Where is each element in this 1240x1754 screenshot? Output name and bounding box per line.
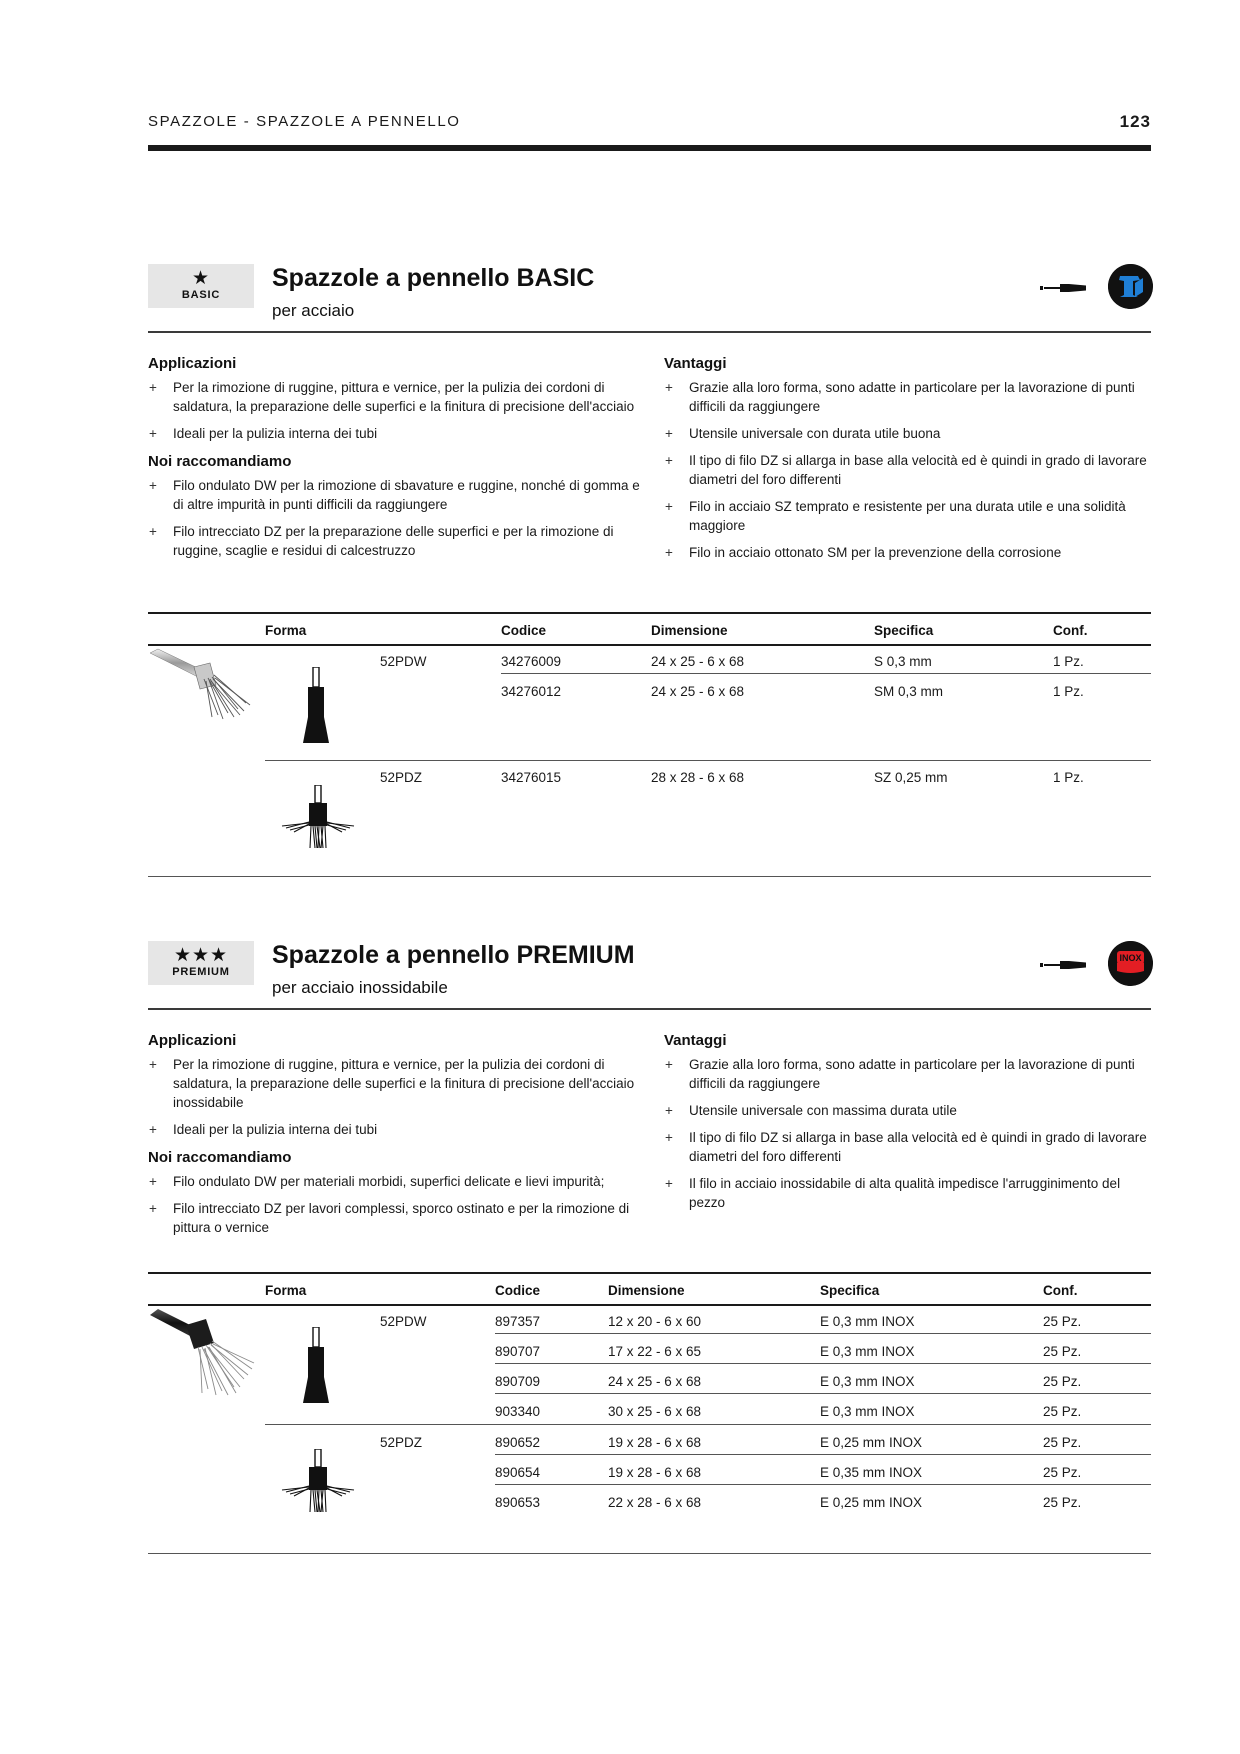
list-item: + Ideali per la pulizia interna dei tubi <box>149 426 378 441</box>
list-item: + Filo intrecciato DZ per la preparazione delle superfici e per la rimozione di ruggine, scaglie e residui di calcestruzzo <box>149 524 614 558</box>
star-icon: ★★★ <box>173 945 229 966</box>
list-item: + Utensile universale con durata utile buona <box>665 426 941 441</box>
vantaggi-column <box>664 355 1152 570</box>
cell-conf: 1 Pz. <box>1053 770 1084 785</box>
cell-codice: 34276009 <box>501 654 562 669</box>
brush-shape-dz-icon <box>280 785 360 855</box>
raccomandiamo-heading: Noi raccomandiamo <box>148 453 292 470</box>
cell-dimensione: 19 x 28 - 6 x 68 <box>608 1435 702 1450</box>
badge-label: PREMIUM <box>172 966 230 978</box>
list-item: + Il filo in acciaio inossidabile di alta qualità impedisce l'arrugginimento del pezzo <box>665 1176 1121 1210</box>
badge-label: BASIC <box>181 289 221 301</box>
applicazioni-column <box>148 355 648 568</box>
applicazioni-column <box>148 1032 648 1245</box>
brush-photo <box>148 645 258 725</box>
list-item: + Filo in acciaio ottonato SM per la prevenzione della corrosione <box>665 545 1062 560</box>
col-header-codice: Codice <box>495 1283 541 1298</box>
cell-specifica: SM 0,3 mm <box>874 684 944 699</box>
vantaggi-heading: Vantaggi <box>664 1032 727 1049</box>
cell-dimensione: 12 x 20 - 6 x 60 <box>608 1314 702 1329</box>
section-divider <box>148 331 1151 333</box>
type-label: 52PDW <box>380 654 427 669</box>
list-item: + Per la rimozione di ruggine, pittura e vernice, per la pulizia dei cordoni di saldatura, la preparazione delle superfici e la finitura di precisione dell'acciaio <box>149 380 635 414</box>
star-icon: ★ <box>191 268 211 289</box>
basic-badge <box>148 264 254 308</box>
col-header-forma: Forma <box>265 1283 307 1298</box>
page-number: 123 <box>1119 112 1151 131</box>
col-header-conf: Conf. <box>1053 623 1088 638</box>
table-header-rule <box>148 644 1151 646</box>
cell-conf: 25 Pz. <box>1043 1314 1082 1329</box>
list-item: + Filo ondulato DW per materiali morbidi, superfici delicate e lievi impurità; <box>149 1174 605 1189</box>
header-divider <box>148 145 1151 151</box>
cell-dimensione: 28 x 28 - 6 x 68 <box>651 770 745 785</box>
col-header-dimensione: Dimensione <box>651 623 728 638</box>
list-item: + Filo ondulato DW per la rimozione di sbavature e ruggine, nonché di gomma e di altre impurità in punti difficili da raggiungere <box>149 478 640 512</box>
group-divider <box>265 1424 1151 1425</box>
raccomandiamo-heading: Noi raccomandiamo <box>148 1149 292 1166</box>
cell-specifica: E 0,3 mm INOX <box>820 1374 915 1389</box>
cell-specifica: E 0,25 mm INOX <box>820 1435 923 1450</box>
vantaggi-heading: Vantaggi <box>664 355 727 372</box>
row-divider <box>501 673 1151 674</box>
row-divider <box>495 1393 1151 1394</box>
cell-specifica: E 0,3 mm INOX <box>820 1344 915 1359</box>
list-item: + Il tipo di filo DZ si allarga in base alla velocità ed è quindi in grado di lavorare diametri del foro differenti <box>665 1130 1147 1164</box>
cell-specifica: E 0,35 mm INOX <box>820 1465 923 1480</box>
cell-codice: 34276015 <box>501 770 562 785</box>
inox-material-icon <box>1108 941 1153 986</box>
applicazioni-heading: Applicazioni <box>148 1032 237 1049</box>
cell-dimensione: 17 x 22 - 6 x 65 <box>608 1344 702 1359</box>
list-item: + Filo in acciaio SZ temprato e resistente per una durata utile e una solidità maggiore <box>665 499 1126 533</box>
row-divider <box>495 1454 1151 1455</box>
cell-conf: 25 Pz. <box>1043 1495 1082 1510</box>
cell-dimensione: 19 x 28 - 6 x 68 <box>608 1465 702 1480</box>
cell-specifica: E 0,3 mm INOX <box>820 1404 915 1419</box>
cell-specifica: SZ 0,25 mm <box>874 770 948 785</box>
cell-dimensione: 24 x 25 - 6 x 68 <box>651 654 745 669</box>
table-header-rule <box>148 1304 1151 1306</box>
cell-conf: 25 Pz. <box>1043 1374 1082 1389</box>
cell-specifica: E 0,25 mm INOX <box>820 1495 923 1510</box>
col-header-codice: Codice <box>501 623 547 638</box>
cell-codice: 890654 <box>495 1465 541 1480</box>
cell-conf: 25 Pz. <box>1043 1465 1082 1480</box>
row-divider <box>495 1333 1151 1334</box>
table-top-rule <box>148 612 1151 614</box>
table-bottom-rule <box>148 1553 1151 1554</box>
type-label: 52PDW <box>380 1314 427 1329</box>
page-category: SPAZZOLE - SPAZZOLE A PENNELLO <box>148 113 461 130</box>
row-divider <box>495 1363 1151 1364</box>
brush-shape-dw-icon <box>301 1327 331 1407</box>
list-item: + Filo intrecciato DZ per lavori complessi, sporco ostinato e per la rimozione di pittura o vernice <box>149 1201 630 1235</box>
section-title: Spazzole a pennello PREMIUM <box>272 941 635 969</box>
section-basic <box>148 264 1151 884</box>
type-label: 52PDZ <box>380 770 423 785</box>
premium-badge <box>148 941 254 985</box>
cell-codice: 890709 <box>495 1374 541 1389</box>
col-header-specifica: Specifica <box>820 1283 880 1298</box>
cell-codice: 897357 <box>495 1314 541 1329</box>
type-label: 52PDZ <box>380 1435 423 1450</box>
col-header-forma: Forma <box>265 623 307 638</box>
brush-shape-dz-icon <box>280 1449 360 1519</box>
cell-codice: 903340 <box>495 1404 541 1419</box>
col-header-dimensione: Dimensione <box>608 1283 685 1298</box>
col-header-specifica: Specifica <box>874 623 934 638</box>
cell-codice: 890653 <box>495 1495 541 1510</box>
cell-specifica: E 0,3 mm INOX <box>820 1314 915 1329</box>
table-top-rule <box>148 1272 1151 1274</box>
cell-codice: 890707 <box>495 1344 541 1359</box>
cell-conf: 1 Pz. <box>1053 684 1084 699</box>
cell-codice: 34276012 <box>501 684 562 699</box>
vantaggi-column <box>664 1032 1152 1220</box>
pencil-brush-tool-icon <box>1040 282 1088 294</box>
section-subtitle: per acciaio <box>272 301 355 320</box>
col-header-conf: Conf. <box>1043 1283 1078 1298</box>
list-item: + Ideali per la pulizia interna dei tubi <box>149 1122 378 1137</box>
section-title: Spazzole a pennello BASIC <box>272 264 595 292</box>
section-premium <box>148 941 1151 1561</box>
section-subtitle: per acciaio inossidabile <box>272 978 448 997</box>
list-item: + Utensile universale con massima durata utile <box>665 1103 957 1118</box>
brush-shape-dw-icon <box>301 667 331 747</box>
pencil-brush-tool-icon <box>1040 959 1088 971</box>
cell-dimensione: 24 x 25 - 6 x 68 <box>651 684 745 699</box>
cell-codice: 890652 <box>495 1435 541 1450</box>
brush-photo <box>148 1307 258 1399</box>
cell-conf: 25 Pz. <box>1043 1404 1082 1419</box>
cell-specifica: S 0,3 mm <box>874 654 932 669</box>
cell-conf: 25 Pz. <box>1043 1435 1082 1450</box>
list-item: + Il tipo di filo DZ si allarga in base alla velocità ed è quindi in grado di lavorare diametri del foro differenti <box>665 453 1147 487</box>
applicazioni-heading: Applicazioni <box>148 355 237 372</box>
cell-dimensione: 24 x 25 - 6 x 68 <box>608 1374 702 1389</box>
section-divider <box>148 1008 1151 1010</box>
list-item: + Grazie alla loro forma, sono adatte in particolare per la lavorazione di punti difficili da raggiungere <box>665 380 1135 414</box>
list-item: + Per la rimozione di ruggine, pittura e vernice, per la pulizia dei cordoni di saldatura, la preparazione delle superfici e la finitura di precisione dell'acciaio inossidabile <box>149 1057 635 1110</box>
row-divider <box>495 1484 1151 1485</box>
cell-conf: 25 Pz. <box>1043 1344 1082 1359</box>
cell-dimensione: 30 x 25 - 6 x 68 <box>608 1404 702 1419</box>
cell-conf: 1 Pz. <box>1053 654 1084 669</box>
steel-material-icon <box>1108 264 1153 309</box>
group-divider <box>265 760 1151 761</box>
table-bottom-rule <box>148 876 1151 877</box>
list-item: + Grazie alla loro forma, sono adatte in particolare per la lavorazione di punti difficili da raggiungere <box>665 1057 1135 1091</box>
svg-text:INOX: INOX <box>1119 953 1142 963</box>
cell-dimensione: 22 x 28 - 6 x 68 <box>608 1495 702 1510</box>
